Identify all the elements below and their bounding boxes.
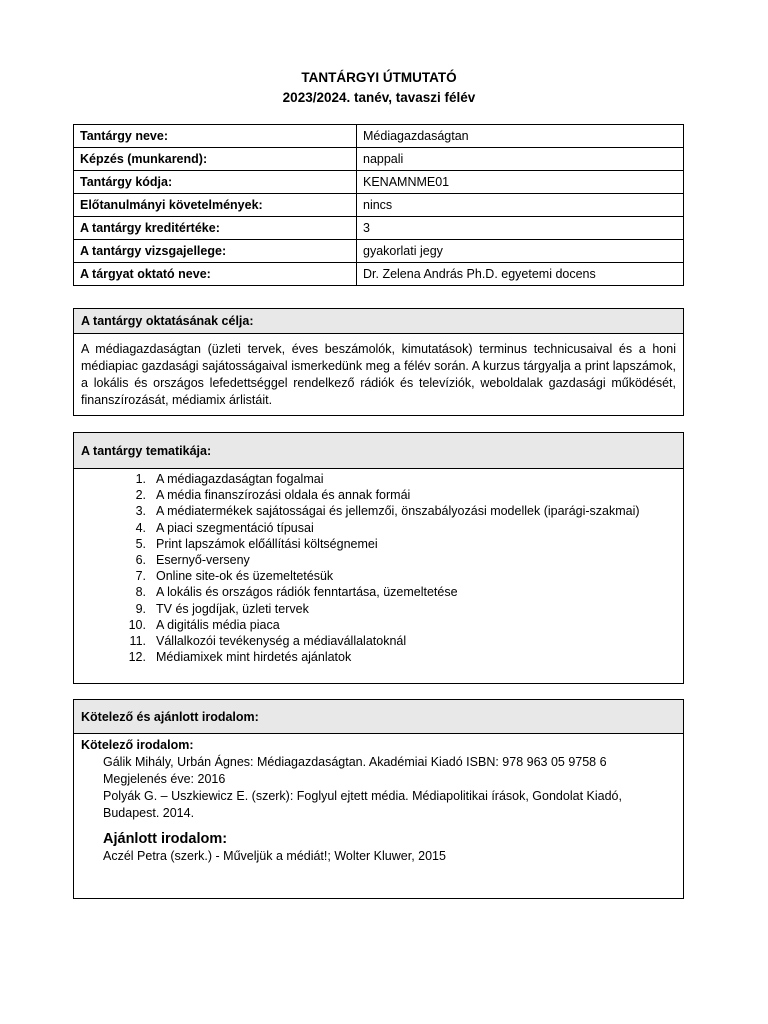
literature-section (73, 699, 684, 899)
table-row (74, 125, 684, 148)
list-number: 8. (135, 585, 146, 600)
info-value: gyakorlati jegy (357, 240, 684, 263)
list-number: 10. (128, 617, 146, 632)
document-subtitle: 2023/2024. tanév, tavaszi félév (282, 90, 476, 105)
topics-list (81, 471, 676, 665)
info-key: A tantárgy vizsgajellege: (74, 240, 357, 263)
list-number: 2. (135, 488, 146, 503)
course-topics-section (73, 432, 684, 684)
section-heading: A tantárgy oktatásának célja: (74, 309, 683, 334)
list-text: A piaci szegmentáció típusai (156, 520, 314, 535)
list-item (81, 617, 676, 633)
info-key: A tantárgy kreditértéke: (74, 217, 357, 240)
literature-entry: Aczél Petra (szerk.) - Műveljük a médiát!; Wolter Kluwer, 2015 (103, 849, 446, 863)
list-item (81, 487, 676, 503)
list-number: 9. (135, 601, 146, 616)
list-item (81, 601, 676, 617)
list-text: A lokális és országos rádiók fenntartása, üzemeltetése (156, 585, 458, 600)
info-key: A tárgyat oktató neve: (74, 263, 357, 286)
list-item (81, 471, 676, 487)
section-heading: Kötelező és ajánlott irodalom: (74, 700, 683, 734)
table-row (74, 217, 684, 240)
table-row (74, 263, 684, 286)
document-title: TANTÁRGYI ÚTMUTATÓ (301, 70, 457, 85)
list-number: 12. (128, 650, 146, 665)
list-text: A média finanszírozási oldala és annak formái (156, 488, 411, 503)
table-row (74, 194, 684, 217)
list-text: Médiamixek mint hirdetés ajánlatok (156, 650, 352, 665)
list-text: Online site-ok és üzemeltetésük (156, 569, 334, 584)
list-text: A médiagazdaságtan fogalmai (156, 472, 324, 486)
list-number: 5. (135, 536, 146, 551)
info-value: nincs (357, 194, 684, 217)
list-text: Esernyő-verseny (156, 552, 250, 567)
info-key: Előtanulmányi követelmények: (74, 194, 357, 217)
table-row (74, 148, 684, 171)
info-value: KENAMNME01 (357, 171, 684, 194)
info-value: nappali (357, 148, 684, 171)
course-info-table (73, 124, 684, 286)
list-item (81, 649, 676, 665)
info-key: Tantárgy neve: (74, 125, 357, 148)
literature-entry: Polyák G. – Uszkiewicz E. (szerk): Foglyul ejtett média. Médiapolitikai írások, Gondolat Kiadó, Budapest. 2014. (103, 789, 622, 820)
required-literature-label: Kötelező irodalom: (81, 738, 194, 752)
info-value: 3 (357, 217, 684, 240)
list-item (81, 552, 676, 568)
info-value: Médiagazdaságtan (357, 125, 684, 148)
info-value: Dr. Zelena András Ph.D. egyetemi docens (357, 263, 684, 286)
list-number: 7. (135, 569, 146, 584)
table-row (74, 171, 684, 194)
list-number: 3. (135, 504, 146, 519)
list-number: 6. (135, 552, 146, 567)
list-number: 1. (135, 472, 146, 486)
list-text: A médiatermékek sajátosságai és jellemzői, önszabályozási modellek (iparági-szakmai) (156, 504, 640, 519)
list-text: TV és jogdíjak, üzleti tervek (156, 601, 309, 616)
table-row (74, 240, 684, 263)
course-goal-section (73, 308, 684, 416)
list-number: 11. (129, 633, 146, 648)
list-item (81, 536, 676, 552)
literature-entry: Megjelenés éve: 2016 (103, 772, 226, 786)
section-heading: A tantárgy tematikája: (74, 433, 683, 469)
info-key: Tantárgy kódja: (74, 171, 357, 194)
list-text: Vállalkozói tevékenység a médiavállalatoknál (156, 633, 407, 648)
list-item (81, 520, 676, 536)
literature-entry: Gálik Mihály, Urbán Ágnes: Médiagazdaságtan. Akadémiai Kiadó ISBN: 978 963 05 9758 6 (103, 755, 607, 769)
list-text: A digitális média piaca (156, 617, 280, 632)
info-key: Képzés (munkarend): (74, 148, 357, 171)
goal-text: A médiagazdaságtan (üzleti tervek, éves beszámolók, kimutatások) terminus technicusaival és a honi médiapiac gazdasági sajátosságaival ismerkedünk meg a félév során. A kurzus tárgyalja a print lapszámok, a lokális és országos lefedettséggel rendelkező rádiók és televíziók, weboldalak gazdasági működését, finanszírozását, médiamix árlistáit. (81, 342, 676, 407)
list-number: 4. (135, 520, 146, 535)
list-item (81, 568, 676, 584)
recommended-literature-label: Ajánlott irodalom: (103, 831, 228, 847)
list-item (81, 584, 676, 600)
list-text: Print lapszámok előállítási költségnemei (156, 536, 378, 551)
list-item (81, 633, 676, 649)
list-item (81, 503, 676, 519)
